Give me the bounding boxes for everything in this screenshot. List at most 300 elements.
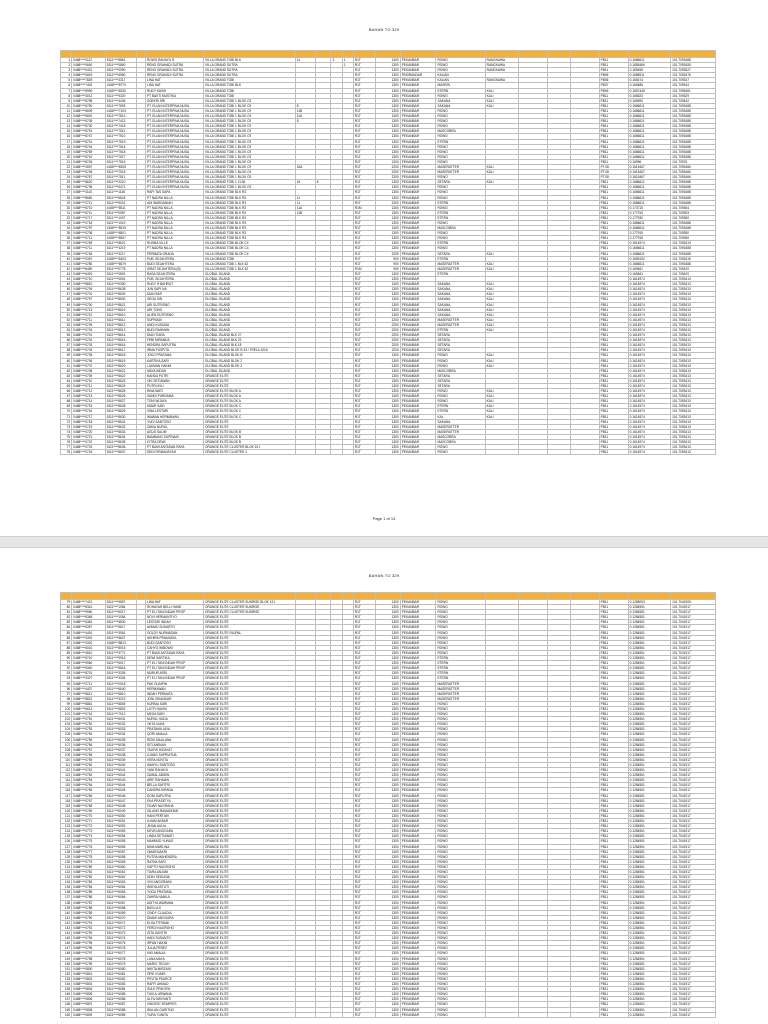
table-cell: FERDI NUGROHO [145,926,203,931]
table-cell: KALI [485,394,519,399]
table-cell: PEKANBAR [400,231,436,236]
table-cell: RANGKAWA [485,63,519,68]
table-cell: PEKANBAR [400,824,436,829]
table-cell: ROWO [436,854,485,859]
table-cell: 101.7041917 [671,681,716,686]
table-cell: VILLA GRAND TOBI BLK R3 [204,221,296,226]
table-cell: PEKANBAR [400,205,436,210]
table-cell: 0.1614974 [628,424,670,429]
table-cell: 1300 [376,114,401,119]
table-cell: PT. ELIAN INTERPINA NUSA [145,119,203,124]
table-cell: 1300 [376,221,401,226]
table-cell: 0468****0717 [72,414,106,419]
table-cell: PB11 [599,778,628,783]
table-cell: ROWO [436,195,485,200]
column-header [331,51,342,58]
table-cell: 5111****6045 [105,788,136,793]
table-cell: 4 [61,73,72,78]
table-cell: 0.1284551 [628,615,670,620]
table-cell: 101.7041917 [671,717,716,722]
table-cell: R1T [353,134,375,139]
table-cell: 101.7093488 [671,226,716,231]
table-cell: R1T [353,327,375,332]
table-cell: 0468****0112 [72,58,106,63]
table-cell: 5111****3771 [105,650,136,655]
table-cell: 2200 [376,164,401,169]
table-cell: WAWAN HERMAWAN [145,414,203,419]
table-cell: PB11 [599,859,628,864]
table-cell: 1300 [376,195,401,200]
table-cell: PB11 [599,645,628,650]
data-table [60,50,716,455]
table-cell: 5111****8610 [105,312,136,317]
table-cell: 0.1284551 [628,849,670,854]
column-header [204,51,296,58]
table-cell: R1T [353,1012,375,1017]
table-cell: PEKANBAR [400,236,436,241]
table-cell: 40 [61,256,72,261]
table-cell: ROWO [436,236,485,241]
table-cell: PB11 [599,338,628,343]
table-cell: 5111****0860 [105,63,136,68]
table-cell: GLOBAL ISLAND [204,302,296,307]
table-cell: 101.7041917 [671,854,716,859]
table-cell: 1300 [376,819,401,824]
column-header [485,593,519,600]
table-cell: 0.1284551 [628,1012,670,1017]
table-cell: PB11 [599,819,628,824]
table-cell: 0468****8620 [72,180,106,185]
table-cell: MURUR ARDI [145,671,203,676]
table-cell: ORANGE ELITE [204,373,296,378]
table-cell: ROWO [436,895,485,900]
column-header [137,593,146,600]
table-cell: ROWO [436,992,485,997]
table-cell: AGUS SALIM [145,429,203,434]
table-cell: 1300 [376,783,401,788]
table-cell: 1300 [376,951,401,956]
table-cell: 5111****2210 [105,180,136,185]
table-cell: 101.7093413 [671,343,716,348]
table-cell: 1300 [376,63,401,68]
table-cell: PB11 [599,808,628,813]
table-cell: ORANGE ELITE [204,910,296,915]
table-cell: PB11 [599,757,628,762]
table-cell: 130 [61,859,72,864]
table-cell: R1T [353,640,375,645]
table-cell: 101.7093413 [671,297,716,302]
table-cell: 0468****0806 [72,997,106,1002]
table-cell: IRMA PUSPITA [145,348,203,353]
table-cell: 101.7041917 [671,936,716,941]
table-cell: VILLA GRAND TOBI BLK R3 [204,210,296,215]
table-cell: UMAR SAID [145,404,203,409]
table-cell: R1T [353,358,375,363]
table-cell: KALI [485,414,519,419]
table-cell: PT.08 [599,175,628,180]
table-cell: PEKANBAR [400,88,436,93]
table-cell: PB11 [599,666,628,671]
table-cell: 0468****6001 [72,645,106,650]
table-cell: 5111****8632 [105,424,136,429]
table-cell: 101.7093488 [671,103,716,108]
table-cell: 0.1686611 [628,185,670,190]
table-cell: 101.7041917 [671,737,716,742]
table-cell: 1300 [376,215,401,220]
table-cell: 101.7093413 [671,368,716,373]
table-cell [331,1012,342,1017]
table-cell: 1300 [376,292,401,297]
table-cell: 0468****0704 [72,348,106,353]
table-cell: VILLA GRAND SUTRA [204,73,296,78]
table-cell: 5111****8805 [105,701,136,706]
table-cell: LUTFI HAKIM [145,706,203,711]
table-cell: 1300 [376,956,401,961]
table-cell: 1300 [376,681,401,686]
table-cell: 111 [61,763,72,768]
table-cell: 101 [61,712,72,717]
table-cell: PB11 [599,742,628,747]
table-cell: ORANGE ELITE [204,706,296,711]
table-cell: ETERN [436,661,485,666]
table-cell: 2200 [376,327,401,332]
table-cell: 125 [61,834,72,839]
table-cell: RANGKAWA [485,78,519,83]
table-cell: 30 [61,205,72,210]
table-cell: R1T [353,982,375,987]
table-cell: R1T [353,737,375,742]
table-cell: R1T [353,429,375,434]
table-cell: 101.7093413 [671,419,716,424]
table-cell: PB11 [599,98,628,103]
table-cell: R1T [353,727,375,732]
table-cell: 0468****0809 [72,1012,106,1017]
table-cell: SETARA [436,338,485,343]
table-cell: 101.7041917 [671,793,716,798]
table-cell: 147 [61,946,72,951]
column-header [671,593,716,600]
table-cell: PEKANBAR [400,890,436,895]
table-cell: 0468****0797 [72,951,106,956]
column-header [61,51,72,58]
table-cell: 5111****8638 [105,287,136,292]
table-cell: ROWO [436,819,485,824]
table-cell: 5111****7519 [105,159,136,164]
table-cell: 101.7041917 [671,691,716,696]
table-cell: PB11 [599,389,628,394]
table-cell: VILLA GRAND TOBI 1 BLOK C9 [204,103,296,108]
table-cell: 0.1284551 [628,701,670,706]
table-cell: 28 [61,195,72,200]
table-cell: 900 [376,261,401,266]
table-cell: ORANGE ELITE [204,926,296,931]
table-cell: 0.1614974 [628,440,670,445]
table-cell: 3 [61,68,72,73]
table-cell: KALI [485,93,519,98]
table-cell: SOEKRI SRI [145,98,203,103]
table-cell: 92 [61,666,72,671]
table-cell: 5111****8619 [105,307,136,312]
table-cell: 35 [61,231,72,236]
table-cell: PEKANBAR [400,727,436,732]
table-cell: 25 [61,180,72,185]
table-cell: RENO GRAHADI SUTRA [145,68,203,73]
table-cell: 1300 [376,727,401,732]
table-cell: 1300 [376,615,401,620]
table-cell: 128 [61,849,72,854]
table-cell: 101.7041917 [671,941,716,946]
table-cell: 0468****0783 [72,880,106,885]
table-cell: SAPTO NUGROHO [145,864,203,869]
table-cell: PB11 [599,119,628,124]
table-cell: 101.7093413 [671,404,716,409]
table-cell: R1T [353,103,375,108]
table-cell: VILLA GRAND TOBI 1 BLK 62 [204,266,296,271]
table-cell: QORI AMALIA [145,732,203,737]
table-cell: ORANGE ELITE [204,941,296,946]
table-cell: KEVIN ANGGARA [145,829,203,834]
table-cell: 1300 [376,844,401,849]
table-cell: ROWO [436,159,485,164]
table-cell: R1T [353,440,375,445]
table-cell: PEKANBAR [400,164,436,169]
table-cell: 139 [61,905,72,910]
table-cell: 5111****6038 [105,752,136,757]
table-cell: 0.1614974 [628,414,670,419]
table-cell: ETERN [436,666,485,671]
table-cell: PB06 [599,78,628,83]
table-cell: 5111****6039 [105,757,136,762]
table-cell: 0468****0789 [72,910,106,915]
table-cell: ROWO [436,712,485,717]
table-cell: 0468****8490 [72,266,106,271]
table-cell: 1300 [376,793,401,798]
table-cell: SAKANA [436,292,485,297]
table-cell: 0468****4491 [72,630,106,635]
column-header [342,51,353,58]
table-cell: 1300 [376,931,401,936]
table-cell: ORANGE ELITE [204,997,296,1002]
table-cell: 101.7093488 [671,185,716,190]
table-cell: 0.1284551 [628,793,670,798]
table-cell: PEKANBAR [400,676,436,681]
column-header [315,593,331,600]
table-cell: PB11 [599,266,628,271]
table-cell: 1300 [376,445,401,450]
table-cell: 38 [61,246,72,251]
table-cell: PT. ELIAN INTERPINA NUSA [145,175,203,180]
table-cell: 1300 [376,149,401,154]
table-cell: 101.7093413 [671,287,716,292]
table-cell: ORANGE ELITE [204,1002,296,1007]
table-cell: 119 [61,803,72,808]
table-cell: 5111****6072 [105,926,136,931]
table-cell: 5111****6640 [105,686,136,691]
table-cell: ORANGE ELITE [204,640,296,645]
table-cell: VILLA GRAND TOBI 1 BLOK C9 [204,164,296,169]
column-header [61,593,72,600]
table-cell: PERMATA GRAHA [145,251,203,256]
table-cell: SAKANA [436,297,485,302]
table-cell: 131 [61,864,72,869]
table-cell: ORANGE ELITE [204,829,296,834]
table-cell: PEKANBAR [400,747,436,752]
table-cell: ROWO [436,910,485,915]
table-cell: 5111****6046 [105,793,136,798]
table-cell: PB11 [599,434,628,439]
table-cell: 5111****8623 [105,378,136,383]
table-cell: 0.1284551 [628,864,670,869]
table-cell: 1300 [376,302,401,307]
table-cell: 101.709347 [671,78,716,83]
table-cell: PB11 [599,424,628,429]
table-cell: PEKANBAR [400,926,436,931]
table-cell: 0468****0795 [72,941,106,946]
table-cell: 101.7041917 [671,910,716,915]
table-cell: ROWO [436,732,485,737]
table-cell: VILLA GRAND TOBI BLK R3 [204,195,296,200]
table-cell: 5111****0018 [105,681,136,686]
column-header [519,51,548,58]
table-cell: 101.7093413 [671,429,716,434]
table-cell: ROWO [436,997,485,1002]
table-cell: PB11 [599,108,628,113]
table-cell: 0.1284551 [628,752,670,757]
table-cell: ARIF RAHMAN [145,778,203,783]
table-cell: KAL [436,414,485,419]
table-cell: 0468****0711 [72,236,106,241]
table-cell: PB11 [599,63,628,68]
table-cell: 0468****0754 [72,732,106,737]
table-cell: 0.1614974 [628,445,670,450]
table-cell: ROWO [436,773,485,778]
table-cell: ROWO [436,803,485,808]
table-cell: 0.1284551 [628,732,670,737]
table-cell: 101.7093413 [671,312,716,317]
table-cell: PB11 [599,287,628,292]
table-cell: PT NADRA NILLA [145,231,203,236]
table-cell: PASIRANDAR [400,73,436,78]
table-cell: R1T [353,73,375,78]
table-cell: PB11 [599,159,628,164]
table-cell: MASERATTER [436,322,485,327]
table-cell: ROWO [436,864,485,869]
table-cell: ROWO [436,859,485,864]
table-cell: 0468****6609 [72,108,106,113]
table-cell: 101.7041917 [671,798,716,803]
table-cell: RANGKAWA [485,58,519,63]
table-cell: PB11 [599,363,628,368]
table-cell: PEKANBAR [400,399,436,404]
table-cell: PEKANBAR [400,368,436,373]
table-cell: SETARA [436,180,485,185]
table-cell: DONI SAPUTRA [145,793,203,798]
table-cell: 0468****0805 [72,992,106,997]
table-cell: 101.7041917 [671,783,716,788]
table-cell: R1T [353,445,375,450]
table-cell: 0468****0711 [72,317,106,322]
table-cell: 1 [342,63,353,68]
table-cell: 1300 [376,282,401,287]
table-cell: VILLA GRAND TOBI 1 BLOK C9 [204,170,296,175]
table-cell: 0468****0700 [72,302,106,307]
table-cell: GLOBAL ISLAND [204,368,296,373]
table-cell: 1300 [376,419,401,424]
table-cell: 0468****0710 [72,277,106,282]
table-cell: 101.7041917 [671,701,716,706]
table-cell: PB11 [599,231,628,236]
table-cell: ROWO [436,1007,485,1012]
table-cell: PB11 [599,620,628,625]
table-cell: PT. ELIAN INTERPINA NUSA [145,144,203,149]
table-cell: KALI [485,287,519,292]
table-cell: 0468****0801 [72,971,106,976]
table-cell: VINA LESTARI [145,409,203,414]
table-cell: 104 [61,727,72,732]
table-cell: PB11 [599,373,628,378]
table-cell: 0468****0397 [72,256,106,261]
table-cell: BUDI SEJAHTERA [145,261,203,266]
table-cell: 1300 [376,946,401,951]
column-header [400,51,436,58]
table-cell: R1T [353,409,375,414]
table-cell: PEKANBAR [400,788,436,793]
table-cell: R1T [353,394,375,399]
table-cell: ORANGE ELITE [204,424,296,429]
table-cell: ROWO [436,737,485,742]
table-cell: VILLA GRAND TOBI 1 BLOK C9 [204,124,296,129]
table-cell: PB11 [599,920,628,925]
table-cell: KALI [485,404,519,409]
column-header [145,51,203,58]
table-cell: 0468****9960 [72,610,106,615]
table-cell: 101.7041917 [671,676,716,681]
table-cell: PEKANBAR [400,976,436,981]
table-cell: VILLA GRAND TOBI 1 BLOK C9 [204,144,296,149]
table-cell: 0.1284551 [628,620,670,625]
table-cell: 0468****6381 [72,620,106,625]
table-cell: 0.1284551 [628,605,670,610]
table-cell: 0.1284551 [628,671,670,676]
table-cell: 0.1284551 [628,727,670,732]
table-cell: PT BUMI ANTASAN RAYA [145,650,203,655]
table-cell: PB11 [599,671,628,676]
table-cell: 0468****0802 [72,976,106,981]
table-cell: 115 [61,783,72,788]
table-cell: 0.1615467 [628,170,670,175]
table-cell: 74 [61,429,72,434]
table-cell: ORANGE ELITE [204,691,296,696]
table-cell: ROWO [436,1002,485,1007]
table-cell: GLOBAL ISLAND [204,282,296,287]
table-cell: 101.7093488 [671,139,716,144]
table-cell: PEKANBAR [400,1002,436,1007]
table-cell: 0468****0713 [72,307,106,312]
table-cell: PEKANBAR [400,271,436,276]
table-cell: PB11 [599,124,628,129]
table-cell: PEKANBAR [400,920,436,925]
table-cell: RENO GRAHADI SUTRA [145,63,203,68]
table-cell: PB11 [599,885,628,890]
table-cell: 0.1284551 [628,961,670,966]
table-cell: PUB. SEJAHTERA [145,277,203,282]
table-cell: PB11 [599,869,628,874]
table-cell: R1T [353,368,375,373]
table-cell: 5111****7413 [105,119,136,124]
table-cell: PB11 [599,600,628,605]
table-cell: 4168****7103 [105,108,136,113]
table-cell: 1300 [376,752,401,757]
